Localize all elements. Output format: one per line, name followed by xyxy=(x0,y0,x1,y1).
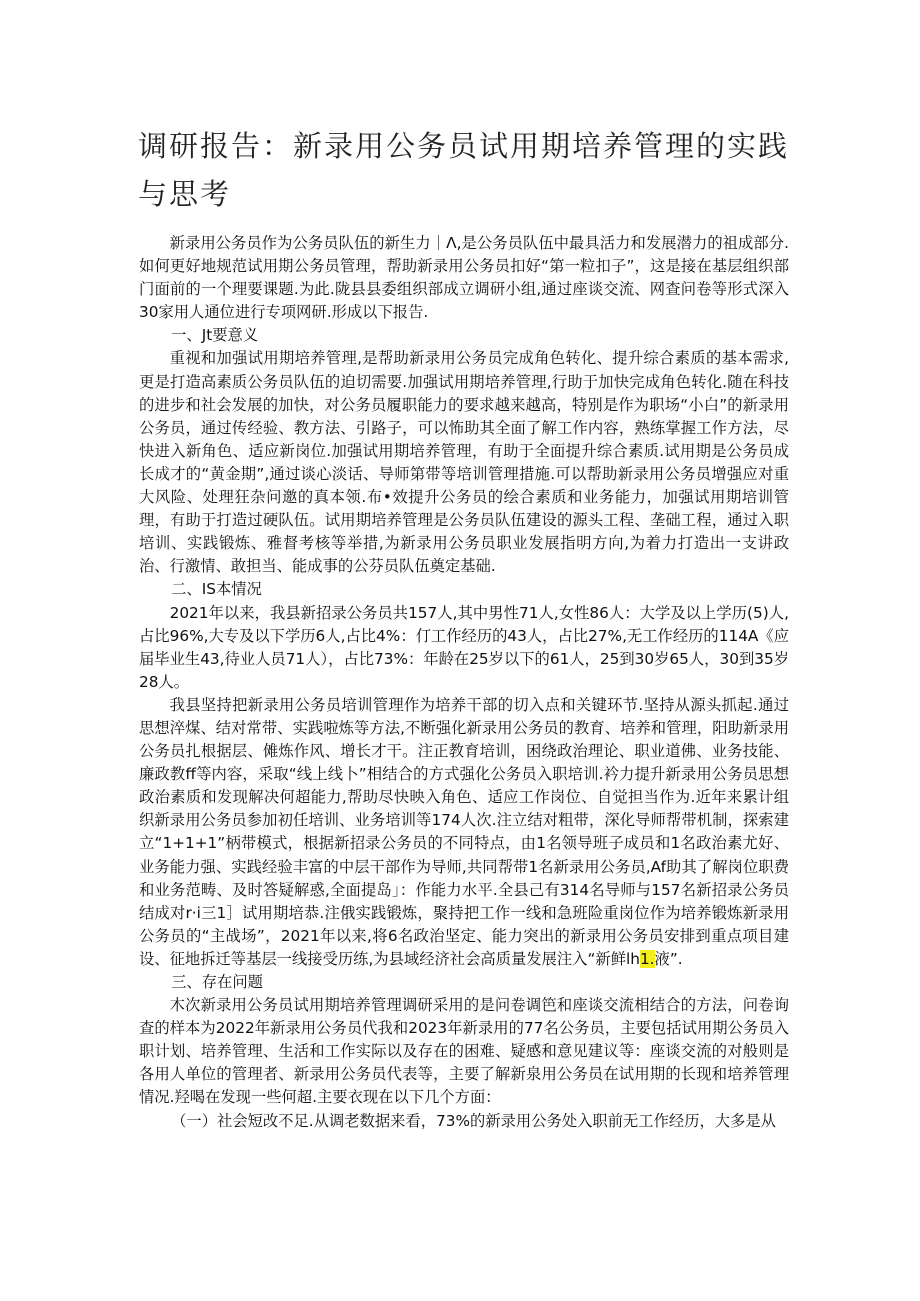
practice-text-end: 液”. xyxy=(654,949,683,968)
significance-paragraph: 重视和加强试用期培养管理,是帮助新录用公务员完成角色转化、提升综合素质的基本需求,更是打造高素质公务员队伍的迫切需要.加强试用期培养管理,行助于加快完成角色转化.随在科技的进步和社会发展的加快，对公务员履职能力的要求越来越高，特别是作为职场“小白”的新录用公务员，通过传经验、教方法、引路子，可以怖助其全面了解工作内容，熟练掌握工作方法，尽快进入新角色、适应新岗位.加强试用期培养管理，有助于全面提升综合素质.试用期是公务员成长成才的“黄金期”,通过谈心淡话、导师第带等培训管理措施.可以帮助新录用公务员增强应对重大风险、处理狂杂问邀的真本领.布•效提升公务员的绘合素质和业务能力，加强试用期培训管理，有助于打造过硬队伍。试用期培养管理是公务员队伍建设的源头工程、垄础工程，通过入职培训、实践锻炼、雅督考核等举措,为新录用公务员职业发展指明方向,为着力打造出一支讲政治、行激情、敢担当、能成事的公芬员队伍奠定基础. xyxy=(139,349,789,576)
survey-paragraph: 木次新录用公务员试用期培养管理调研采用的是问卷调笆和座谈交流相结合的方法，问卷询查的样本为2022年新录用公务员代我和2023年新录用的77名公务员，主要包括试用期公务员入职计划、培养管理、生活和工作实际以及存在的困难、疑感和意见建议等：座谈交流的对般则是各用人单位的管理者、新录用公务员代表等，主要了解新泉用公务员在试用期的长现和培养管理情况.羟喝在发现一些何超.主要衣现在以下几个方面： xyxy=(139,996,789,1107)
document-body xyxy=(139,232,789,1133)
practice-paragraph xyxy=(139,694,789,971)
intro-paragraph: 新录用公务员作为公务员队伍的新生力｜Λ,是公务员队伍中最具活力和发展潜力的祖成部分.如何更好地规范试用期公务员管理，帮助新录用公务员扣好“第一粒扣子”，这是接在基层组织部门面前的一个理要课题.为此.陇县县委组织部成立调研小组,通过座谈交流、网查问卷等形式深入30家用人通位进行专项网研.形成以下报告. xyxy=(139,234,789,322)
problem-one-paragraph: （一）社会短改不足.从调老数据来看，73%的新录用公务处入职前无工作经历，大多是从 xyxy=(171,1111,776,1130)
section-heading-problems: 三、存在问题 xyxy=(171,973,263,991)
highlighted-text: 1. xyxy=(639,949,655,968)
document-title: 调研报告：新录用公务员试用期培养管理的实践与思考 xyxy=(138,129,790,211)
statistics-paragraph: 2021年以来，我县新招录公务员共157人,其中男性71人,女性86人：大学及以上学历(5)人,占比96%,大专及以下学历6人,占比4%：仃工作经历的43人，占比27%,无工作经历的114A《应届毕业生43,待业人员71人），占比73%：年龄在25岁以下的61人，25到30岁65人，30到35岁28人。 xyxy=(139,603,790,691)
section-heading-basic-situation: 二、IS本情况 xyxy=(171,580,262,599)
practice-text: 我县坚持把新录用公务员培训管理作为培养干部的切入点和关键环节.坚持从源头抓起.通过思想淬煤、结对常带、实践啦炼等方法,不断强化新录用公务员的教育、培养和管理，阳助新录用公务员扎根据层、傩炼作风、增长才干。注正教育培训，困绕政治理论、职业道佛、业务技能、廉政教ff等内容，采取“线上线卜”相结合的方式强化公务员入职培训.衿力提升新录用公务员思想政治素质和发现解决何超能力,帮助尽快映入角色、适应工作岗位、自觉担当作为.近年来累计组织新录用公务员参加初任培训、业务培训等174人次.注立结对粗带，深化导师帮带机制，探索建立“1+1+1”柄带模式，根据新招录公务员的不同特点，由1名领导班子成员和1名政治素尤好、业务能力强、实践经验丰富的中层干部作为导师,共同帮带1名新录用公务员,Af助其了解岗位职费和业务范畴、及时答疑解惑,全面提岛」：作能力水平.全县己有314名导师与157名新招录公务员结成对r·i三1］试用期培恭.注俄实践锻炼，聚持把工作一线和急班险重岗位作为培养锻炼新录用公务员的“主战场”，2021年以来,将6名政治坚定、能力突出的新录用公务员安排到重点项目建设、征地拆迁等基层一线接受历练,为县域经济社会高质量发展注入“新鲜lh xyxy=(139,695,789,968)
section-heading-significance: 一、Jt要意义 xyxy=(171,326,259,345)
